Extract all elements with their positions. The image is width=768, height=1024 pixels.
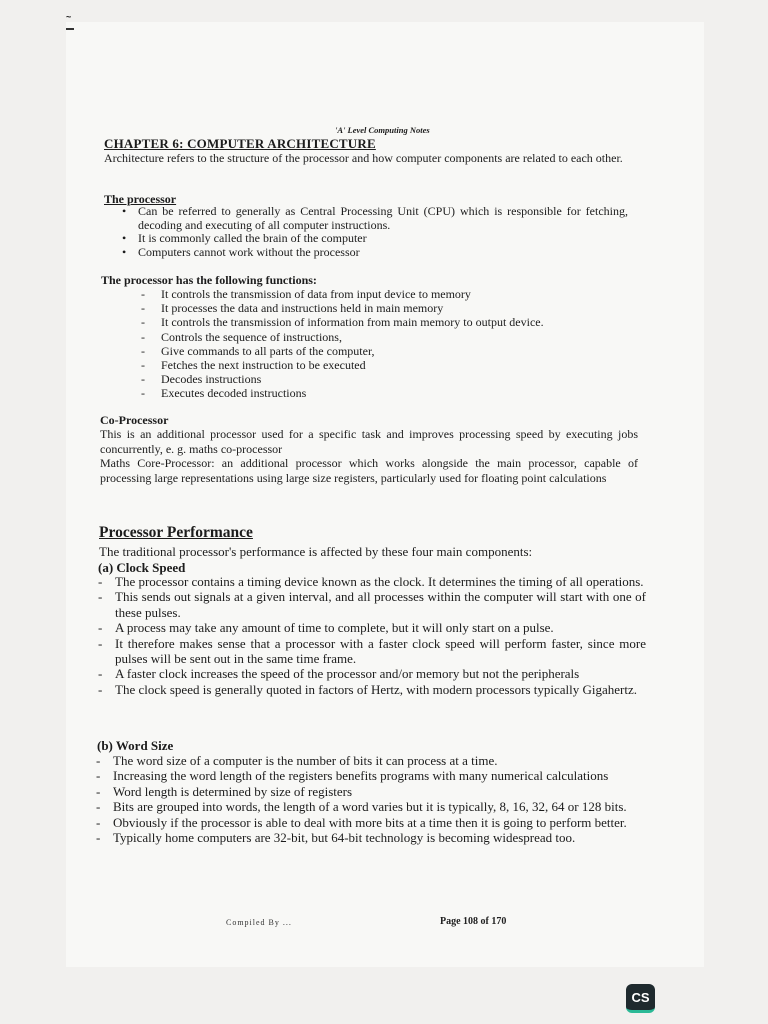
clock-item: - A faster clock increases the speed of the processor and/or memory but not the peripherals (98, 666, 646, 681)
margin-dash (66, 28, 74, 30)
word-item: - The word size of a computer is the number of bits it can process at a time. (96, 753, 658, 768)
function-item: - Executes decoded instructions (141, 386, 621, 400)
clock-item: - The clock speed is generally quoted in factors of Hertz, with modern processors typically Gigahertz. (98, 682, 646, 697)
function-item: - It controls the transmission of information from main memory to output device. (141, 315, 621, 329)
coprocessor-paragraph: This is an additional processor used for a specific task and improves processing speed by executing jobs concurrently, e. g. maths co-processor (100, 427, 638, 456)
function-item: - It processes the data and instructions held in main memory (141, 301, 621, 315)
processor-bullet: • It is commonly called the brain of the computer (118, 232, 628, 246)
clock-item: - This sends out signals at a given interval, and all processes within the computer will start with one of these pulses. (98, 589, 646, 620)
function-item: - Decodes instructions (141, 372, 621, 386)
function-item: - It controls the transmission of data from input device to memory (141, 287, 621, 301)
functions-list (141, 287, 621, 401)
function-item: - Give commands to all parts of the computer, (141, 344, 621, 358)
processor-bullet: • Can be referred to generally as Central Processing Unit (CPU) which is responsible for fetching, decoding and executing of all computer instructions. (118, 205, 628, 232)
performance-title: Processor Performance (99, 524, 253, 541)
functions-heading: The processor has the following functions: (101, 273, 317, 287)
word-item: - Obviously if the processor is able to deal with more bits at a time then it is going to perform better. (96, 815, 658, 830)
word-size-list (96, 753, 658, 845)
camscanner-logo-icon[interactable]: CS (626, 984, 655, 1013)
function-item: - Fetches the next instruction to be executed (141, 358, 621, 372)
coprocessor-heading: Co-Processor (100, 413, 169, 427)
margin-scribble: ~ (66, 12, 71, 22)
clock-item: - It therefore makes sense that a processor with a faster clock speed will perform faster, since more pulses will be sent out in the same time frame. (98, 636, 646, 667)
word-item: - Typically home computers are 32-bit, but 64-bit technology is becoming widespread too. (96, 830, 658, 845)
intro-paragraph: Architecture refers to the structure of the processor and how computer components are related to each other. (104, 151, 623, 165)
word-size-heading: (b) Word Size (97, 738, 174, 753)
footer-compiler: Compiled By ... (226, 918, 292, 927)
processor-list (118, 205, 628, 259)
function-item: - Controls the sequence of instructions, (141, 330, 621, 344)
clock-speed-heading: (a) Clock Speed (98, 560, 186, 575)
performance-intro: The traditional processor's performance is affected by these four main components: (99, 544, 533, 559)
clock-item: - The processor contains a timing device known as the clock. It determines the timing of all operations. (98, 574, 646, 589)
word-item: - Bits are grouped into words, the length of a word varies but it is typically, 8, 16, 32, 64 or 128 bits. (96, 799, 658, 814)
processor-heading: The processor (104, 192, 177, 206)
word-item: - Word length is determined by size of registers (96, 784, 658, 799)
processor-bullet: • Computers cannot work without the processor (118, 246, 628, 260)
header-note: 'A' Level Computing Notes (335, 125, 430, 135)
word-item: - Increasing the word length of the registers benefits programs with many numerical calculations (96, 768, 658, 783)
chapter-title: CHAPTER 6: COMPUTER ARCHITECTURE (104, 136, 376, 151)
maths-coprocessor-paragraph: Maths Core-Processor: an additional processor which works alongside the main processor, capable of processing large representations using large size registers, particularly used for floating point calculations (100, 456, 638, 485)
clock-item: - A process may take any amount of time to complete, but it will only start on a pulse. (98, 620, 646, 635)
footer-page-number: Page 108 of 170 (440, 916, 507, 927)
clock-speed-list (98, 574, 646, 697)
